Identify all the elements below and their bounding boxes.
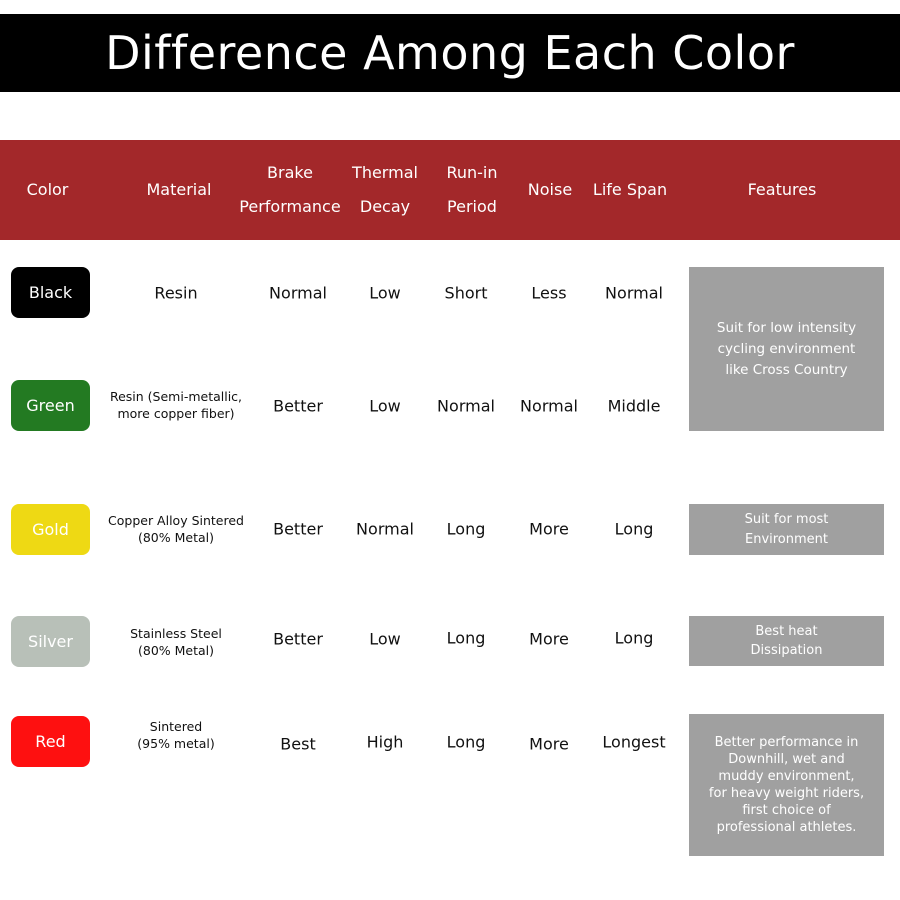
noise-cell: More bbox=[529, 519, 569, 539]
header-thermal-decay: Thermal Decay bbox=[352, 163, 418, 216]
lifespan-cell: Long bbox=[614, 628, 654, 648]
runin-cell: Long bbox=[446, 519, 486, 539]
color-badge-black: Black bbox=[11, 267, 90, 318]
color-badge-gold: Gold bbox=[11, 504, 90, 555]
runin-cell: Normal bbox=[437, 396, 495, 416]
noise-cell: Normal bbox=[520, 396, 578, 416]
header-brake-performance: Brake Performance bbox=[239, 163, 341, 216]
header-material: Material bbox=[146, 180, 212, 199]
noise-cell: More bbox=[529, 629, 569, 649]
thermal-cell: Low bbox=[369, 396, 401, 416]
header-color: Color bbox=[26, 180, 69, 199]
table-header bbox=[0, 140, 900, 240]
color-badge-silver: Silver bbox=[11, 616, 90, 667]
noise-cell: Less bbox=[531, 283, 567, 303]
brake-cell: Better bbox=[273, 396, 323, 416]
material-cell: Resin bbox=[154, 283, 198, 303]
runin-cell: Short bbox=[444, 283, 488, 303]
color-badge-red: Red bbox=[11, 716, 90, 767]
material-cell: Resin (Semi-metallic, more copper fiber) bbox=[109, 389, 243, 421]
lifespan-cell: Long bbox=[614, 519, 654, 539]
lifespan-cell: Longest bbox=[602, 732, 666, 752]
header-noise: Noise bbox=[527, 180, 573, 199]
thermal-cell: Normal bbox=[356, 519, 414, 539]
brake-cell: Best bbox=[280, 734, 316, 754]
runin-cell: Long bbox=[446, 732, 486, 752]
lifespan-cell: Middle bbox=[607, 396, 661, 416]
feature-box-most-environment: Suit for most Environment bbox=[689, 504, 884, 555]
feature-box-low-intensity: Suit for low intensity cycling environment like Cross Country bbox=[689, 267, 884, 431]
runin-cell: Long bbox=[446, 628, 486, 648]
brake-cell: Better bbox=[273, 519, 323, 539]
thermal-cell: Low bbox=[369, 283, 401, 303]
lifespan-cell: Normal bbox=[605, 283, 663, 303]
header-run-in-period: Run-in Period bbox=[446, 163, 498, 216]
color-badge-green: Green bbox=[11, 380, 90, 431]
brake-cell: Normal bbox=[269, 283, 327, 303]
feature-box-downhill: Better performance in Downhill, wet and muddy environment, for heavy weight riders, first choice of professional athletes. bbox=[689, 714, 884, 856]
feature-box-heat-dissipation: Best heat Dissipation bbox=[689, 616, 884, 666]
material-cell: Copper Alloy Sintered (80% Metal) bbox=[108, 513, 244, 545]
noise-cell: More bbox=[529, 734, 569, 754]
brake-cell: Better bbox=[273, 629, 323, 649]
header-life-span: Life Span bbox=[592, 180, 668, 199]
thermal-cell: High bbox=[366, 732, 404, 752]
page-title: Difference Among Each Color bbox=[0, 14, 900, 92]
thermal-cell: Low bbox=[369, 629, 401, 649]
material-cell: Sintered (95% metal) bbox=[137, 719, 215, 751]
header-features: Features bbox=[747, 180, 817, 199]
material-cell: Stainless Steel (80% Metal) bbox=[130, 626, 222, 658]
